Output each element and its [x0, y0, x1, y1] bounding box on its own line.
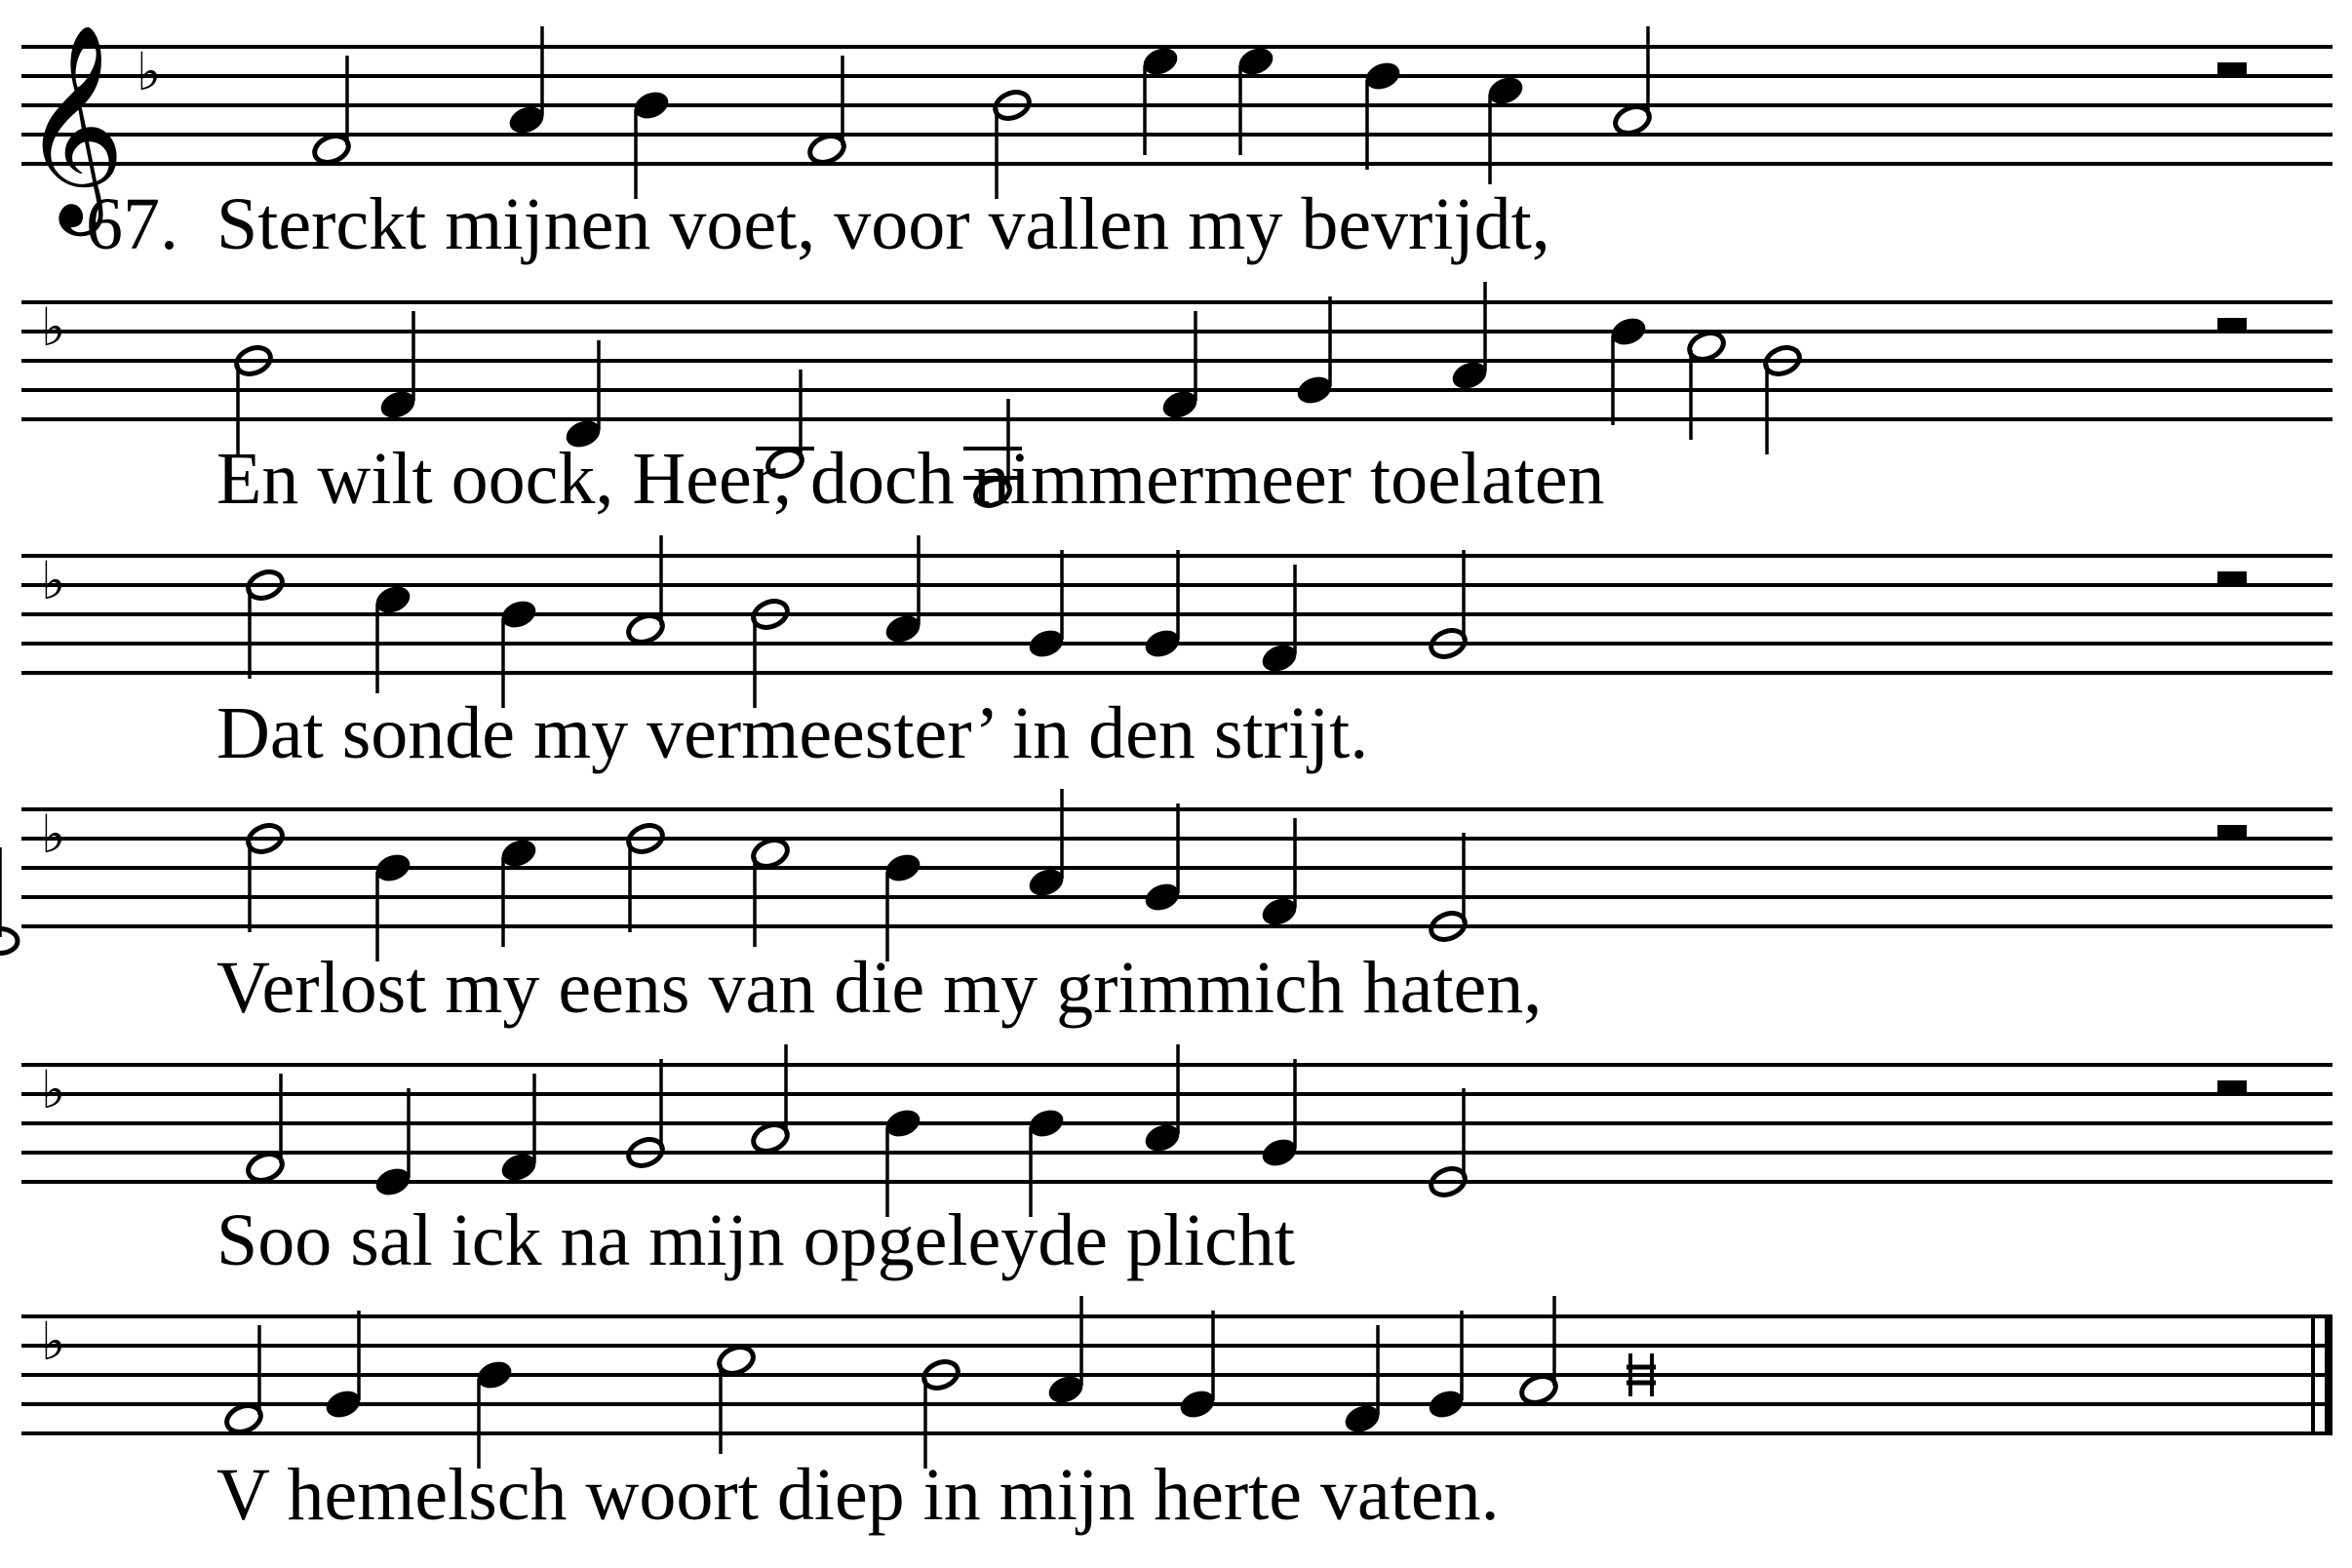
note	[1159, 311, 1201, 422]
rest-icon	[2217, 825, 2247, 839]
rest-icon	[2217, 1080, 2247, 1094]
note	[1259, 565, 1301, 676]
note	[1294, 296, 1336, 408]
note	[311, 56, 353, 167]
note	[750, 1044, 792, 1156]
flat-icon: ♭	[137, 41, 162, 102]
note	[498, 836, 540, 947]
note	[1026, 550, 1068, 661]
flat-icon: ♭	[41, 296, 66, 358]
note	[1235, 44, 1277, 155]
note	[1518, 1296, 1560, 1407]
note	[1142, 1044, 1184, 1156]
note	[223, 1325, 265, 1436]
note	[1142, 550, 1184, 661]
lyric-text: En wilt oock, Heer, doch nimmermeer toelaten	[216, 438, 1605, 520]
flat-icon: ♭	[41, 1059, 66, 1120]
rest-icon	[2217, 318, 2247, 332]
note	[1608, 314, 1650, 425]
lyric-line-2	[0, 430, 2352, 528]
lyric-line-4	[0, 939, 2352, 1037]
note	[1259, 1059, 1301, 1170]
staff-4	[0, 789, 2332, 961]
note	[1362, 59, 1404, 170]
rest-icon	[2217, 62, 2247, 76]
lyric-text: Soo sal ick na mijn opgeleyde plicht	[216, 1199, 1296, 1281]
lyric-text: V hemelsch woort diep in mijn herte vaten.	[216, 1454, 1500, 1536]
staff-3	[21, 535, 2332, 708]
note	[1426, 1311, 1468, 1422]
note	[498, 1074, 540, 1185]
note	[1026, 789, 1068, 900]
note	[0, 847, 18, 954]
note	[1177, 1311, 1219, 1422]
staff-6	[21, 1296, 2332, 1469]
note	[1142, 804, 1184, 915]
note	[506, 26, 548, 137]
lyric-line-6	[0, 1446, 2352, 1544]
treble-clef-icon: 𝄞	[21, 23, 126, 227]
note	[806, 56, 848, 167]
note	[1686, 329, 1728, 440]
note	[625, 535, 667, 647]
rest-icon	[2217, 571, 2247, 585]
note	[372, 582, 414, 693]
note	[377, 311, 419, 422]
note	[323, 1311, 365, 1422]
verse-number: 67.	[86, 183, 178, 265]
lyric-text: Sterckt mijnen voet, voor vallen my bevrijdt,	[216, 183, 1550, 265]
flat-icon: ♭	[41, 1311, 66, 1372]
lyric-line-1	[0, 176, 2352, 273]
lyric-text: Verlost my eens van die my grimmich haten,	[216, 947, 1543, 1029]
note	[1485, 73, 1527, 184]
note	[245, 1074, 287, 1185]
note	[750, 836, 792, 947]
lyric-line-3	[0, 685, 2352, 782]
note	[1612, 26, 1654, 137]
lyric-line-5	[0, 1192, 2352, 1289]
flat-icon: ♭	[41, 550, 66, 611]
note	[1342, 1325, 1384, 1436]
note	[1449, 282, 1491, 393]
note	[372, 1088, 414, 1199]
note	[716, 1343, 758, 1454]
lyric-text: Dat sonde my vermeester’ in den strijt.	[216, 692, 1369, 774]
note	[1140, 44, 1182, 155]
note	[1259, 818, 1301, 929]
flat-icon: ♭	[41, 804, 66, 865]
note	[882, 535, 924, 647]
note	[1045, 1296, 1087, 1407]
